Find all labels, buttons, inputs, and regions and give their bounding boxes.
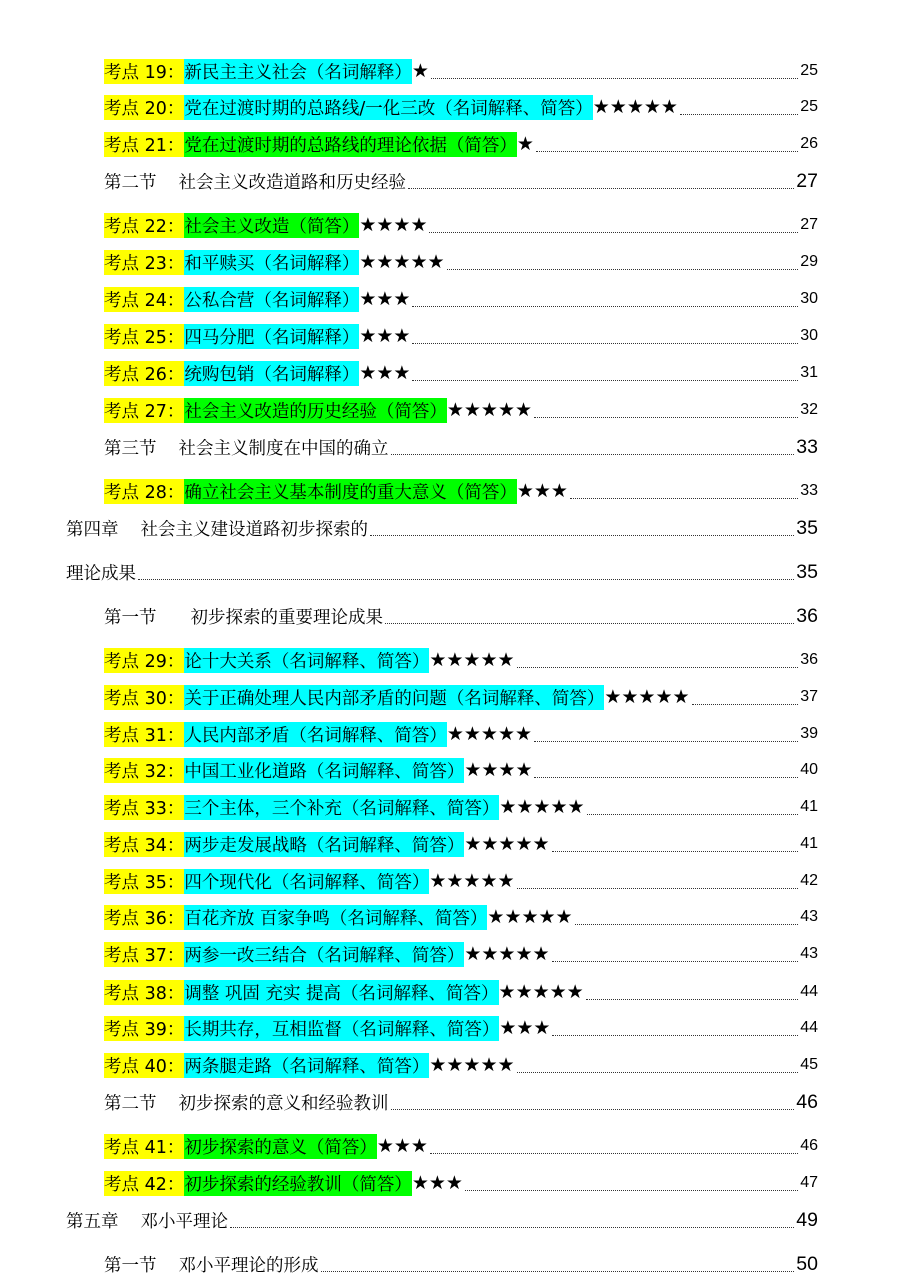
toc-entry[interactable] [0, 282, 898, 316]
topic-title: 关于正确处理人民内部矛盾的问题（名词解释、简答） [184, 685, 604, 710]
importance-stars: ★★★ [411, 1172, 463, 1194]
dot-leader [230, 1226, 794, 1228]
kaodian-label: 考点 40： [104, 1053, 184, 1078]
kaodian-label: 考点 32： [104, 758, 184, 783]
kaodian-label: 考点 22： [104, 213, 184, 238]
page-number: 33 [796, 435, 818, 458]
importance-stars: ★★★★★ [446, 399, 533, 421]
toc-section[interactable] [0, 599, 898, 633]
importance-stars: ★★★ [516, 480, 568, 502]
importance-stars: ★★★★★ [499, 796, 585, 818]
importance-stars: ★★★ [499, 1017, 551, 1039]
kaodian-label: 考点 37： [104, 942, 184, 967]
toc-entry[interactable] [0, 680, 898, 714]
kaodian-label: 考点 23： [104, 250, 184, 275]
kaodian-label: 考点 33： [104, 795, 184, 820]
toc-chapter[interactable] [0, 511, 898, 545]
dot-leader [517, 666, 798, 668]
importance-stars: ★★★★★ [464, 833, 550, 855]
dot-leader [680, 113, 798, 115]
kaodian-label: 考点 27： [104, 398, 184, 423]
toc-entry[interactable] [0, 717, 898, 751]
toc-entry[interactable] [0, 127, 898, 161]
page-number: 29 [800, 253, 818, 270]
topic-title: 新民主主义社会（名词解释） [184, 59, 412, 84]
page-number: 40 [800, 761, 818, 778]
importance-stars: ★★★★★ [592, 96, 678, 118]
toc-entry[interactable] [0, 643, 898, 677]
section-number: 第二节 [104, 1093, 157, 1114]
toc-entry[interactable] [0, 864, 898, 898]
page-number: 36 [800, 651, 818, 668]
page-number: 35 [796, 516, 818, 539]
importance-stars: ★★★ [376, 1135, 428, 1157]
importance-stars: ★ [516, 133, 534, 155]
topic-title: 党在过渡时期的总路线/一化三改（名词解释、简答） [184, 95, 592, 120]
dot-leader [570, 497, 798, 499]
toc-entry[interactable] [0, 1166, 898, 1200]
page-number: 46 [800, 1137, 818, 1154]
importance-stars: ★★★★★ [429, 1054, 515, 1076]
page-number: 27 [800, 216, 818, 233]
page-number: 36 [796, 604, 818, 627]
topic-title: 公私合营（名词解释） [184, 287, 359, 312]
page-number: 35 [796, 560, 818, 583]
toc-entry[interactable] [0, 356, 898, 390]
page-number: 39 [800, 725, 818, 742]
section-number: 第三节 [104, 438, 157, 459]
page-number: 25 [800, 62, 818, 79]
page-number: 26 [800, 135, 818, 152]
importance-stars: ★★★★★ [487, 906, 573, 928]
dot-leader [517, 1071, 798, 1073]
page-number: 33 [800, 482, 818, 499]
toc-entry[interactable] [0, 753, 898, 787]
topic-title: 百花齐放 百家争鸣（名词解释、简答） [184, 905, 487, 930]
toc-entry[interactable] [0, 1048, 898, 1082]
toc-entry[interactable] [0, 900, 898, 934]
page-number: 27 [796, 169, 818, 192]
toc-entry[interactable] [0, 90, 898, 124]
dot-leader [429, 231, 798, 233]
page-number: 41 [800, 835, 818, 852]
section-title: 初步探索的重要理论成果 [190, 607, 383, 628]
dot-leader [552, 1034, 798, 1036]
importance-stars: ★★★★★ [604, 686, 690, 708]
importance-stars: ★★★★★ [498, 981, 584, 1003]
importance-stars: ★★★ [359, 325, 411, 347]
kaodian-label: 考点 24： [104, 287, 184, 312]
page-number: 49 [796, 1208, 818, 1231]
kaodian-label: 考点 19： [104, 59, 184, 84]
section-number: 第一节 [104, 607, 157, 628]
topic-title: 四马分肥（名词解释） [184, 324, 359, 349]
dot-leader [391, 1108, 795, 1110]
dot-leader [321, 1270, 795, 1272]
topic-title: 人民内部矛盾（名词解释、简答） [184, 722, 447, 747]
dot-leader [536, 150, 798, 152]
kaodian-label: 考点 25： [104, 324, 184, 349]
topic-title: 党在过渡时期的总路线的理论依据（简答） [184, 132, 517, 157]
kaodian-label: 考点 38： [104, 980, 184, 1005]
dot-leader [370, 534, 794, 536]
page-number: 32 [800, 401, 818, 418]
section-title: 邓小平理论的形成 [178, 1255, 319, 1276]
dot-leader [692, 703, 798, 705]
section-title: 社会主义制度在中国的确立 [178, 438, 389, 459]
topic-title: 初步探索的意义（简答） [184, 1134, 377, 1159]
dot-leader [534, 740, 798, 742]
page-number: 50 [796, 1252, 818, 1275]
page-number: 47 [800, 1174, 818, 1191]
dot-leader [552, 960, 798, 962]
dot-leader [587, 813, 798, 815]
dot-leader [575, 923, 798, 925]
topic-title: 两步走发展战略（名词解释、简答） [184, 832, 464, 857]
dot-leader [534, 776, 798, 778]
kaodian-label: 考点 35： [104, 869, 184, 894]
chapter-title: 邓小平理论 [140, 1211, 228, 1232]
toc-entry[interactable] [0, 1129, 898, 1163]
toc-entry[interactable] [0, 975, 898, 1009]
section-number: 第二节 [104, 172, 157, 193]
importance-stars: ★★★★★ [429, 649, 515, 671]
kaodian-label: 考点 21： [104, 132, 184, 157]
kaodian-label: 考点 42： [104, 1171, 184, 1196]
topic-title: 和平赎买（名词解释） [184, 250, 359, 275]
toc-section[interactable] [0, 430, 898, 464]
topic-title: 两条腿走路（名词解释、简答） [184, 1053, 429, 1078]
topic-title: 论十大关系（名词解释、简答） [184, 648, 429, 673]
page-number: 44 [800, 1019, 818, 1036]
chapter-title: 理论成果 [66, 563, 136, 584]
importance-stars: ★★★★ [464, 759, 533, 781]
dot-leader [412, 305, 798, 307]
section-title: 社会主义改造道路和历史经验 [178, 172, 406, 193]
dot-leader [586, 998, 798, 1000]
kaodian-label: 考点 26： [104, 361, 184, 386]
importance-stars: ★★★ [359, 362, 411, 384]
kaodian-label: 考点 20： [104, 95, 184, 120]
importance-stars: ★ [411, 60, 429, 82]
toc-chapter[interactable] [0, 1203, 898, 1237]
page-number: 37 [800, 688, 818, 705]
kaodian-label: 考点 39： [104, 1016, 184, 1041]
toc-entry[interactable] [0, 790, 898, 824]
toc-entry[interactable] [0, 937, 898, 971]
page-number: 45 [800, 1056, 818, 1073]
topic-title: 社会主义改造（简答） [184, 213, 359, 238]
importance-stars: ★★★★★ [359, 251, 445, 273]
toc-entry[interactable] [0, 54, 898, 88]
toc-entry[interactable] [0, 474, 898, 508]
kaodian-label: 考点 36： [104, 905, 184, 930]
topic-title: 确立社会主义基本制度的重大意义（简答） [184, 479, 517, 504]
section-title: 初步探索的意义和经验教训 [178, 1093, 389, 1114]
dot-leader [138, 578, 794, 580]
toc-entry[interactable] [0, 827, 898, 861]
topic-title: 两参一改三结合（名词解释、简答） [184, 942, 464, 967]
kaodian-label: 考点 29： [104, 648, 184, 673]
page-number: 31 [800, 364, 818, 381]
dot-leader [517, 887, 798, 889]
page-number: 30 [800, 327, 818, 344]
toc-section[interactable] [0, 164, 898, 198]
toc-entry[interactable] [0, 245, 898, 279]
importance-stars: ★★★★★ [464, 943, 550, 965]
chapter-title: 社会主义建设道路初步探索的 [140, 519, 368, 540]
kaodian-label: 考点 30： [104, 685, 184, 710]
importance-stars: ★★★★ [359, 214, 428, 236]
kaodian-label: 考点 28： [104, 479, 184, 504]
dot-leader [412, 342, 798, 344]
topic-title: 长期共存，互相监督（名词解释、简答） [184, 1016, 499, 1041]
toc-entry[interactable] [0, 208, 898, 242]
topic-title: 调整 巩固 充实 提高（名词解释、简答） [184, 980, 498, 1005]
topic-title: 四个现代化（名词解释、简答） [184, 869, 429, 894]
page-number: 43 [800, 945, 818, 962]
dot-leader [408, 187, 794, 189]
dot-leader [430, 1152, 798, 1154]
dot-leader [431, 77, 798, 79]
toc-section[interactable] [0, 1085, 898, 1119]
page-number: 44 [800, 983, 818, 1000]
kaodian-label: 考点 31： [104, 722, 184, 747]
chapter-number: 第四章 [66, 519, 119, 540]
dot-leader [391, 453, 795, 455]
section-number: 第一节 [104, 1255, 157, 1276]
toc-section[interactable] [0, 1247, 898, 1281]
dot-leader [447, 268, 798, 270]
dot-leader [465, 1189, 798, 1191]
dot-leader [552, 850, 798, 852]
page-number: 42 [800, 872, 818, 889]
kaodian-label: 考点 41： [104, 1134, 184, 1159]
importance-stars: ★★★★★ [429, 870, 515, 892]
chapter-number: 第五章 [66, 1211, 119, 1232]
toc-entry[interactable] [0, 1011, 898, 1045]
topic-title: 初步探索的经验教训（简答） [184, 1171, 412, 1196]
dot-leader [534, 416, 798, 418]
dot-leader [385, 622, 794, 624]
page-number: 41 [800, 798, 818, 815]
importance-stars: ★★★ [359, 288, 411, 310]
dot-leader [412, 379, 798, 381]
importance-stars: ★★★★★ [446, 723, 533, 745]
toc-entry[interactable] [0, 319, 898, 353]
topic-title: 社会主义改造的历史经验（简答） [184, 398, 447, 423]
toc-chapter[interactable] [0, 555, 898, 589]
topic-title: 统购包销（名词解释） [184, 361, 359, 386]
topic-title: 中国工业化道路（名词解释、简答） [184, 758, 464, 783]
toc-entry[interactable] [0, 393, 898, 427]
kaodian-label: 考点 34： [104, 832, 184, 857]
page-number: 43 [800, 908, 818, 925]
page-number: 25 [800, 98, 818, 115]
topic-title: 三个主体，三个补充（名词解释、简答） [184, 795, 499, 820]
page-number: 46 [796, 1090, 818, 1113]
page-number: 30 [800, 290, 818, 307]
